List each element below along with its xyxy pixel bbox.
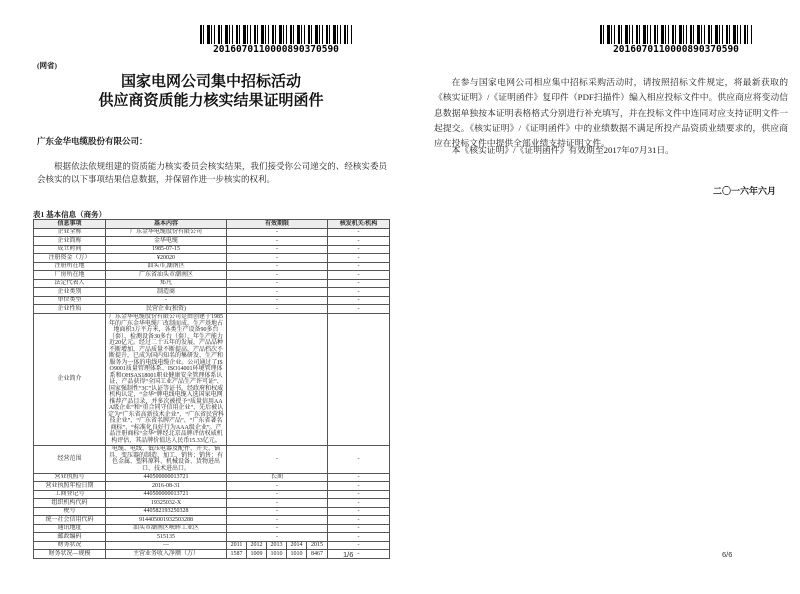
cell-validity: - — [227, 296, 328, 305]
cell-content: 440582193250328 — [106, 507, 227, 516]
header-validity: 有效期限 — [227, 220, 328, 229]
barcode-number: 2016070110000890370590 — [213, 44, 339, 55]
cell-content: 郑凡 — [106, 279, 227, 288]
table-row-business-scope — [34, 445, 390, 473]
cell-label: 统一社会信用代码 — [34, 516, 106, 525]
cell-validity: - — [227, 237, 328, 246]
table-row — [34, 482, 390, 491]
cell-authority: - — [328, 533, 390, 542]
cell-content: 440500000013721 — [106, 490, 227, 499]
cell-label: 财务状况—规模 — [34, 550, 106, 559]
cell-content: 汕头市潮南区峡晖工业区 — [106, 524, 227, 533]
cell-authority: - — [328, 288, 390, 297]
cell-label: 财务状况 — [34, 541, 106, 550]
cell-authority: - — [328, 237, 390, 246]
cell-validity: - — [227, 305, 328, 314]
cell-validity: - — [227, 516, 328, 525]
cell-authority: - — [328, 524, 390, 533]
cell-year: 2012 — [247, 541, 267, 550]
cell-year-value: 8467 — [307, 550, 328, 559]
cell-content: 广东金华电缆股份有限公司 — [106, 228, 227, 237]
cell-content: — — [106, 541, 227, 550]
document-title — [33, 72, 389, 110]
table-row — [34, 279, 390, 288]
cell-label: 企业简称 — [34, 237, 106, 246]
cell-authority: - — [328, 507, 390, 516]
table-row-finance-scale — [34, 550, 390, 559]
table-row — [34, 237, 390, 246]
cell-validity: - — [227, 507, 328, 516]
cell-label: 企业全称 — [34, 228, 106, 237]
cell-label: 法定代表人 — [34, 279, 106, 288]
cell-validity: - — [227, 445, 328, 473]
cell-label: 单位类型 — [34, 296, 106, 305]
cell-content: 广东省汕头市潮南区 — [106, 271, 227, 280]
page-number-left: 1/6 — [343, 550, 354, 559]
cell-label: 工商登记号 — [34, 490, 106, 499]
cell-label: 通讯地址 — [34, 524, 106, 533]
cell-label: 企业性质 — [34, 305, 106, 314]
table-row — [34, 288, 390, 297]
cell-year-value: 1587 — [227, 550, 247, 559]
cell-content: 民营企业(独资) — [106, 305, 227, 314]
table-row — [34, 516, 390, 525]
cell-authority: - — [328, 473, 390, 482]
cell-label: 税号 — [34, 507, 106, 516]
cell-label: 注册资金（万） — [34, 254, 106, 263]
cell-content: 2016-08-31 — [106, 482, 227, 491]
table-row — [34, 490, 390, 499]
cell-authority: - — [328, 490, 390, 499]
cell-label: 成立时间 — [34, 245, 106, 254]
cell-label: 企业简介 — [34, 313, 106, 445]
cell-year-value: 1009 — [247, 550, 267, 559]
cell-validity: - — [227, 279, 328, 288]
cell-label: 厂房所在地 — [34, 271, 106, 280]
cell-label: 营业执照年检日期 — [34, 482, 106, 491]
cell-year: 2014 — [287, 541, 307, 550]
table-row — [34, 524, 390, 533]
validity-paragraph: 本《核实证明》/《证明函件》有效期至2017年07月31日。 — [451, 145, 674, 155]
cell-content: 914405001932503288 — [106, 516, 227, 525]
cell-authority: - — [328, 482, 390, 491]
barcode-number: 2016070110000890370590 — [613, 44, 739, 55]
table-row-finance-years — [34, 541, 390, 550]
document-page-6 — [428, 20, 790, 580]
network-province-label: (网省) — [37, 61, 57, 70]
table-header-row — [34, 220, 390, 229]
document-date: 二〇一六年六月 — [712, 186, 776, 196]
header-basic-content: 基本内容 — [106, 220, 227, 229]
document-page-1 — [33, 20, 389, 580]
cell-content: 515135 — [106, 533, 227, 542]
recipient-name: 广东金华电缆股份有限公司： — [37, 136, 148, 146]
cell-label: 组织机构代码 — [34, 499, 106, 508]
cell-content: - — [106, 296, 227, 305]
cell-validity: - — [227, 533, 328, 542]
cell-validity: - — [227, 482, 328, 491]
cell-label: 邮政编码 — [34, 533, 106, 542]
table-row — [34, 296, 390, 305]
cell-validity: - — [227, 262, 328, 271]
cell-label: 营业执照号 — [34, 473, 106, 482]
cell-authority: - — [328, 516, 390, 525]
cell-label: 注册所在地 — [34, 262, 106, 271]
table-row — [34, 262, 390, 271]
table-row — [34, 271, 390, 280]
cell-authority: - — [328, 245, 390, 254]
header-authority: 核发机关/机构 — [328, 220, 390, 229]
cell-validity: - — [227, 499, 328, 508]
cell-validity — [227, 313, 328, 445]
cell-authority: - — [328, 228, 390, 237]
header-info-item: 信息事项 — [34, 220, 106, 229]
table-row-company-profile — [34, 313, 390, 445]
basic-info-table — [33, 219, 390, 559]
cell-label: 经营范围 — [34, 445, 106, 473]
cell-authority: - — [328, 445, 390, 473]
cell-year: 2015 — [307, 541, 328, 550]
cell-content: 440500000013721 — [106, 473, 227, 482]
cell-validity: - — [227, 288, 328, 297]
cell-authority: - — [328, 271, 390, 280]
table-row — [34, 499, 390, 508]
cell-validity: - — [227, 271, 328, 280]
table-title: 表1 基本信息（商务） — [33, 210, 107, 219]
cell-content: 金华电缆 — [106, 237, 227, 246]
cell-year: 2011 — [227, 541, 247, 550]
cell-content: 制造商 — [106, 288, 227, 297]
table-row — [34, 228, 390, 237]
cell-authority: - — [328, 254, 390, 263]
table-row — [34, 507, 390, 516]
intro-paragraph: 根据依法依规组建的资质能力核实委员会核实结果，我们接受你公司递交的、经核实委员会核实的以下事项结果信息数据，并保留作进一步核实的权利。 — [37, 161, 387, 184]
cell-year-value: 1010 — [267, 550, 287, 559]
cell-authority: - — [328, 279, 390, 288]
cell-authority: - — [328, 499, 390, 508]
table-row — [34, 473, 390, 482]
cell-content: 汕头市,潮南区 — [106, 262, 227, 271]
table-row — [34, 245, 390, 254]
cell-content: 19325032-X — [106, 499, 227, 508]
table-row — [34, 254, 390, 263]
cell-validity: - — [227, 524, 328, 533]
cell-validity: - — [227, 228, 328, 237]
page-number-right: 6/6 — [722, 550, 733, 559]
title-line-2: 供应商资质能力核实结果证明函件 — [98, 92, 324, 109]
barcode-right — [600, 25, 752, 55]
cell-authority: - — [328, 541, 390, 550]
cell-validity: - — [227, 490, 328, 499]
barcode-left — [200, 25, 352, 55]
cell-authority — [328, 313, 390, 445]
cell-authority: - — [328, 550, 390, 559]
cell-content: ¥20020 — [106, 254, 227, 263]
cell-validity: 长期 — [227, 473, 328, 482]
table-row — [34, 533, 390, 542]
cell-content: 主营业务收入净额（万） — [106, 550, 227, 559]
barcode-image — [600, 25, 752, 44]
cell-content: 1985-07-15 — [106, 245, 227, 254]
barcode-image — [200, 25, 352, 44]
cell-validity: - — [227, 254, 328, 263]
cell-label: 企业类别 — [34, 288, 106, 297]
cell-validity: - — [227, 245, 328, 254]
cell-authority: - — [328, 262, 390, 271]
table-row — [34, 305, 390, 314]
cell-authority: - — [328, 296, 390, 305]
cell-company-profile: 广东金华电缆股份有限公司是由创建于1985年的广东金华电缆厂改制而成，生产基地占地面积3万平方米，各类生产设备90多台（套）、检测设备30多台（套），年生产能力近20亿元。经过二十五年的发展，产品品种不断增加，产品质量不断提高，产品档次不断提升，已成为国内知名的集研发、生产和服务为一体的电线电缆企业。公司通过了ISO9001质量管理体系、ISO14001环境管理体系和OHSAS18001职业健康安全管理体系认证，产品获得“全国工业产品生产许可证”、国家强制性“3C”认证等证书。经政府和权威机构认定，“金华”牌电线电缆入选国家电网推荐产品目录，并多次被授予“质量信用AAA级企业”和“重合同守信用企业”，先后被认定为“广东省高新技术企业”、“广东省民营科技企业”、“广东省名牌产品”、“广东省著名商标”、“标准化良好行为AAA级企业”。产品注册商标“金华”牌经北京品牌评估权威机构评估，其品牌价值达人民币15.33亿元。 — [106, 313, 227, 445]
cell-year-value: 1010 — [287, 550, 307, 559]
instructions-paragraph: 在参与国家电网公司相应集中招标采购活动时，请按照招标文件规定，将最新获取的《核实证明》/《证明函件》复印件（PDF扫描件）编入相应投标文件中。供应商应将变动信息数据单独按本证明表格格式分别进行补充填写，并在投标文件中连同对应支持证明文件一起提交。《核实证明》/《证明函件》中的业绩数据不满足所投产品资质业绩要求的，供应商应在投标文件中提供全部业绩支持证明文件。 — [434, 77, 788, 149]
cell-business-scope: 电缆、电线、低压电器及配件、开关、锚具、变压器的制造、加工、销售；销售：有色金属、塑料原料、机械设备、货物进出口、技术进出口。 — [106, 445, 227, 473]
title-line-1: 国家电网公司集中招标活动 — [120, 73, 301, 90]
cell-authority: - — [328, 305, 390, 314]
cell-year: 2013 — [267, 541, 287, 550]
